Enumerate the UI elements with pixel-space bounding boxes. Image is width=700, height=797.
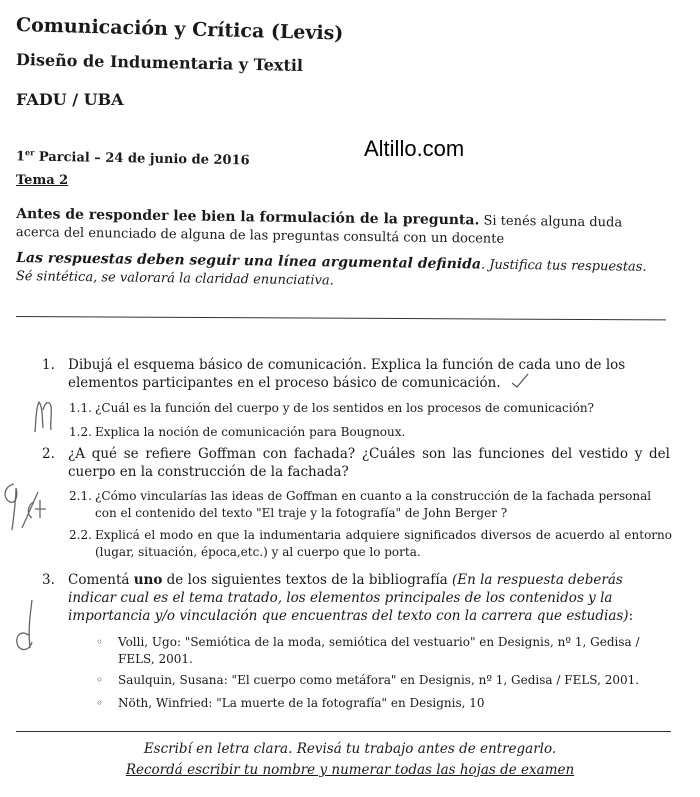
course-title: Comunicación y Crítica (Levis) — [15, 14, 344, 45]
d-mark-icon — [10, 596, 44, 654]
bibliography-item: ◦ Saulquin, Susana: "El cuerpo como metáfora" en Designis, nº 1, Gedisa / FELS, 2001. — [118, 672, 673, 689]
bibliography-item: ◦ Volli, Ugo: "Semiótica de la moda, semiótica del vestuario" en Designis, nº 1, Gedisa / FELS, 2001. — [118, 634, 673, 668]
question-2-2 — [69, 527, 672, 561]
exam-tema: Tema 2 — [16, 173, 69, 188]
instructions-rest-1: Si tenés alguna duda acerca del enunciado de alguna de las preguntas consultá con un docente — [15, 213, 623, 247]
question-number: 1. — [42, 357, 55, 373]
question-2 — [42, 445, 670, 481]
instructions-line-1 — [16, 205, 656, 251]
subquestion-text: ¿Cuál es la función del cuerpo y de los sentidos en los procesos de comunicación? — [95, 401, 594, 415]
question-3 — [42, 571, 672, 625]
instructions-line-2 — [16, 249, 666, 295]
question-1 — [42, 356, 668, 392]
faculty-title: FADU / UBA — [16, 90, 124, 109]
exam-ordinal-suffix: er — [25, 147, 35, 158]
question-text-bold: uno — [133, 572, 163, 588]
degree-title: Diseño de Indumentaria y Textil — [15, 50, 304, 76]
exam-ordinal-number: 1 — [15, 149, 26, 165]
sc-mark-icon — [0, 478, 50, 538]
divider-bottom — [16, 731, 671, 732]
subquestion-number: 2.2. — [69, 528, 92, 542]
question-2-1 — [69, 488, 672, 522]
instructions-bold-1: Antes de responder lee bien la formulación de la pregunta. — [16, 206, 480, 229]
instructions-rest-2: . Justifica tus respuestas. Sé sintética, se valorará la claridad enunciativa. — [15, 257, 647, 289]
subquestion-number: 1.2. — [69, 425, 92, 439]
question-text-italic: (En la respuesta deberás indicar cual es el tema tratado, los elementos principales de los contenidos y la importancia y/o vinculación que encuentras del texto con la carrera que estudias) — [68, 572, 629, 624]
footer-line-2: Recordá escribir tu nombre y numerar todas las hojas de examen — [125, 762, 575, 778]
watermark: Altillo.com — [364, 136, 465, 161]
instructions-bold-2: Las respuestas deben seguir una línea argumental definida — [16, 250, 482, 273]
question-number: 3. — [42, 572, 55, 588]
question-1-2 — [69, 424, 675, 441]
question-number: 2. — [42, 446, 55, 462]
divider-top — [16, 316, 666, 320]
question-text: ¿A qué se refiere Goffman con fachada? ¿Cuáles son las funciones del vestido y del cuerpo en la construcción de la fachada? — [68, 446, 670, 480]
subquestion-number: 2.1. — [69, 489, 92, 503]
subquestion-number: 1.1. — [69, 401, 92, 415]
subquestion-text: ¿Cómo vincularías las ideas de Goffman en cuanto a la construcción de la fachada personal con el contenido del texto "El traje y la fotografía" de John Berger ? — [95, 489, 652, 520]
question-text: Dibujá el esquema básico de comunicación. Explica la función de cada uno de los elementos participantes en el proceso básico de comunicación. — [68, 357, 626, 391]
n-mark-icon — [30, 396, 56, 436]
subquestion-text: Explica la noción de comunicación para Bougnoux. — [95, 425, 406, 439]
question-text-end: : — [628, 608, 634, 624]
subquestion-text: Explicá el modo en que la indumentaria adquiere significados diversos de acuerdo al entorno (lugar, situación, época,etc.) y al cuerpo que lo porta. — [95, 528, 672, 559]
checkmark-icon — [510, 372, 530, 390]
question-text-post: de los siguientes textos de la bibliografía — [162, 572, 452, 588]
question-1-1 — [69, 400, 675, 417]
question-text-pre: Comentá — [68, 572, 134, 588]
exam-title — [16, 147, 250, 168]
exam-title-rest: Parcial – 24 de junio de 2016 — [34, 149, 250, 169]
bibliography-item: ◦ Nöth, Winfried: "La muerte de la fotografía" en Designis, 10 — [118, 695, 673, 712]
footer-line-1: Escribí en letra clara. Revisá tu trabajo antes de entregarlo. — [143, 741, 557, 757]
